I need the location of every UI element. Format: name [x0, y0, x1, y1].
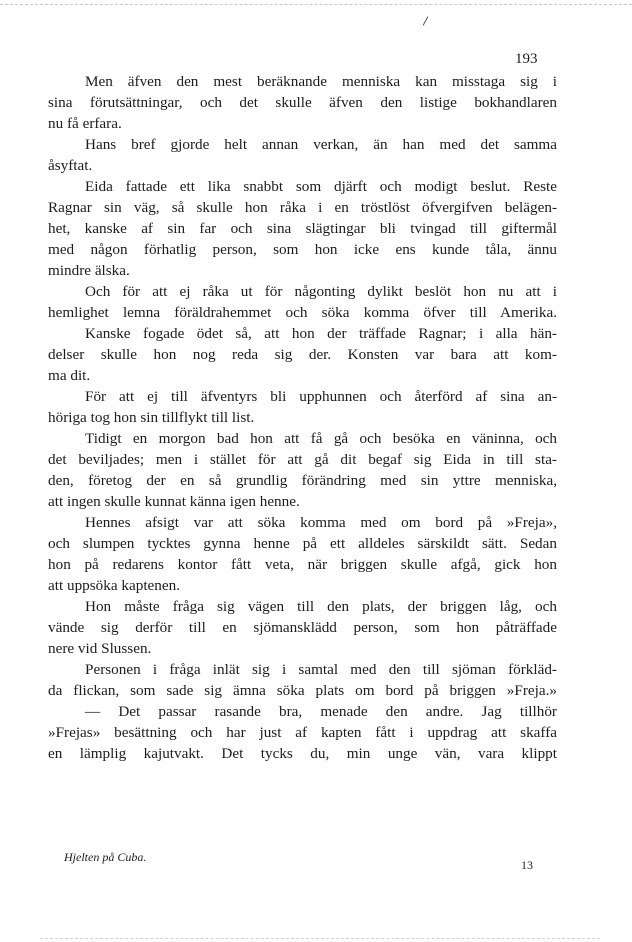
text-line: höriga tog hon sin tillflykt till list.: [48, 409, 255, 426]
text-line: och slumpen tycktes gynna henne på ett alldeles särskildt sätt. Sedan: [48, 535, 557, 552]
text-line: nere vid Slussen.: [48, 640, 152, 657]
text-line: hon på redarens kontor fått veta, när briggen skulle afgå, gick hon: [48, 556, 557, 573]
text-line: mindre älska.: [48, 262, 130, 279]
text-line: Hon måste fråga sig vägen till den plats, der briggen låg, och: [85, 598, 557, 615]
text-line: ma dit.: [48, 367, 91, 384]
text-line: Men äfven den mest beräknande menniska kan misstaga sig i: [85, 73, 557, 90]
text-line: Hennes afsigt var att söka komma med om bord på »Freja»,: [85, 514, 557, 531]
text-line: en lämplig kajutvakt. Det tycks du, min unge vän, vara klippt: [48, 745, 557, 762]
text-line: vände sig derför till en sjömansklädd person, som hon påträffade: [48, 619, 557, 636]
text-line: »Frejas» besättning och har just af kapten fått i uppdrag att skaffa: [48, 724, 557, 741]
text-line: — Det passar rasande bra, menade den andre. Jag tillhör: [85, 703, 557, 720]
text-line: Ragnar sin väg, så skulle hon råka i en tröstlöst öfvergifven belägen-: [48, 199, 557, 216]
text-line: Eida fattade ett lika snabbt som djärft och modigt beslut. Reste: [85, 178, 557, 195]
text-line: delser skulle hon nog reda sig der. Konsten var bara att kom-: [48, 346, 557, 363]
text-line: åsyftat.: [48, 157, 93, 174]
text-line: nu få erfara.: [48, 115, 122, 132]
text-line: da flickan, som sade sig ämna söka plats om bord på briggen »Freja.»: [48, 682, 557, 699]
pencil-mark: [423, 16, 429, 25]
text-line: att uppsöka kaptenen.: [48, 577, 181, 594]
body-text: [48, 71, 557, 764]
text-line: het, kanske af sin far och sina slägtingar bli tvingad till giftermål: [48, 220, 557, 237]
running-footer-title: Hjelten på Cuba.: [64, 850, 147, 864]
page-number: 193: [515, 51, 538, 67]
text-line: den, företog der en så grundlig förändring med sin yttre menniska,: [48, 472, 557, 489]
text-line: Tidigt en morgon bad hon att få gå och besöka en väninna, och: [85, 430, 557, 447]
text-line: Personen i fråga inlät sig i samtal med den till sjöman förkläd-: [85, 661, 557, 678]
text-line: Kanske fogade ödet så, att hon der träffade Ragnar; i alla hän-: [85, 325, 557, 342]
bottom-edge-line: [40, 938, 600, 939]
top-edge-line: [0, 4, 632, 5]
text-line: med någon förhatlig person, som hon icke ens kunde tåla, ännu: [48, 241, 557, 258]
text-line: det beviljades; men i stället för att gå dit begaf sig Eida in till sta-: [48, 451, 557, 468]
signature-mark: 13: [521, 858, 533, 872]
text-line: hemlighet lemna föräldrahemmet och söka komma öfver till Amerika.: [48, 304, 557, 321]
text-line: sina förutsättningar, och det skulle äfven den listige bokhandlaren: [48, 94, 557, 111]
text-line: Hans bref gjorde helt annan verkan, än han med det samma: [85, 136, 557, 153]
text-line: Och för att ej råka ut för någonting dylikt beslöt hon nu att i: [85, 283, 557, 300]
text-line: För att ej till äfventyrs bli upphunnen och återförd af sina an-: [85, 388, 557, 405]
text-line: att ingen skulle kunnat känna igen henne.: [48, 493, 300, 510]
